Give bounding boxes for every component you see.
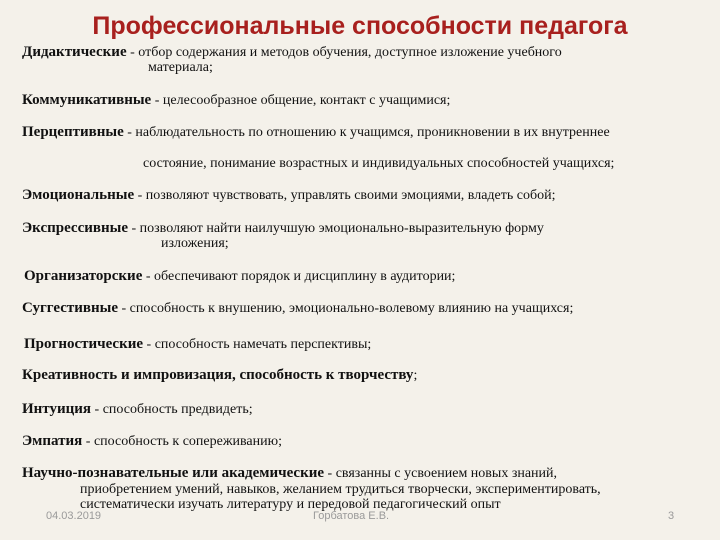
item-desc: - позволяют чувствовать, управлять своими эмоциями, владеть собой; bbox=[134, 188, 556, 203]
item-desc: - способность намечать перспективы; bbox=[143, 337, 372, 352]
item-emotional bbox=[22, 187, 556, 204]
item-desc: - способность предвидеть; bbox=[91, 402, 253, 417]
item-term: Научно-познавательные или академические bbox=[22, 465, 325, 481]
item-expressive bbox=[22, 220, 544, 237]
item-communicative bbox=[22, 92, 450, 109]
item-term: Организаторские bbox=[24, 268, 143, 284]
item-term: Интуиция bbox=[22, 401, 92, 417]
item-desc: ; bbox=[413, 368, 418, 383]
item-expressive-cont: изложения; bbox=[161, 236, 229, 251]
item-creativity bbox=[22, 367, 417, 384]
footer-page-number: 3 bbox=[668, 510, 675, 522]
item-academic bbox=[22, 465, 557, 482]
item-empathy bbox=[22, 433, 282, 450]
item-term: Коммуникативные bbox=[22, 92, 152, 108]
item-intuition bbox=[22, 401, 253, 418]
item-desc: - отбор содержания и методов обучения, доступное изложение учебного bbox=[126, 45, 562, 60]
item-suggestive bbox=[22, 300, 573, 317]
item-desc: - наблюдательность по отношению к учащимся, проникновении в их внутреннее bbox=[123, 125, 610, 140]
item-academic-cont: приобретением умений, навыков, желанием трудиться творчески, экспериментировать, bbox=[80, 482, 601, 497]
item-organizational bbox=[24, 268, 455, 285]
slide-title: Профессиональные способности педагога bbox=[92, 12, 628, 40]
item-term: Экспрессивные bbox=[22, 220, 128, 236]
item-desc: - позволяют найти наилучшую эмоционально-выразительную форму bbox=[128, 221, 544, 236]
item-prognostic bbox=[24, 336, 371, 353]
item-term: Креативность и импровизация, способность к творчеству bbox=[22, 367, 414, 383]
item-desc: - целесообразное общение, контакт с учащимися; bbox=[151, 93, 451, 108]
footer-date: 04.03.2019 bbox=[46, 510, 102, 522]
item-perceptive-cont: состояние, понимание возрастных и индивидуальных способностей учащихся; bbox=[143, 156, 615, 171]
item-term: Перцептивные bbox=[22, 124, 124, 140]
item-term: Суггестивные bbox=[22, 300, 119, 316]
item-desc: - способность к внушению, эмоционально-волевому влиянию на учащихся; bbox=[118, 301, 574, 316]
item-desc: - способность к сопереживанию; bbox=[82, 434, 282, 449]
footer-author: Горбатова Е.В. bbox=[313, 510, 390, 522]
item-academic-cont2: систематически изучать литературу и передовой педагогический опыт bbox=[80, 497, 501, 512]
item-didactic-cont: материала; bbox=[148, 60, 213, 75]
item-term: Дидактические bbox=[22, 44, 127, 60]
item-desc: - обеспечивают порядок и дисциплину в аудитории; bbox=[142, 269, 456, 284]
item-didactic bbox=[22, 44, 562, 61]
item-desc: - связанны с усвоением новых знаний, bbox=[324, 466, 558, 481]
item-term: Эмпатия bbox=[22, 433, 83, 449]
item-term: Эмоциональные bbox=[22, 187, 135, 203]
item-perceptive bbox=[22, 124, 610, 141]
item-term: Прогностические bbox=[24, 336, 144, 352]
